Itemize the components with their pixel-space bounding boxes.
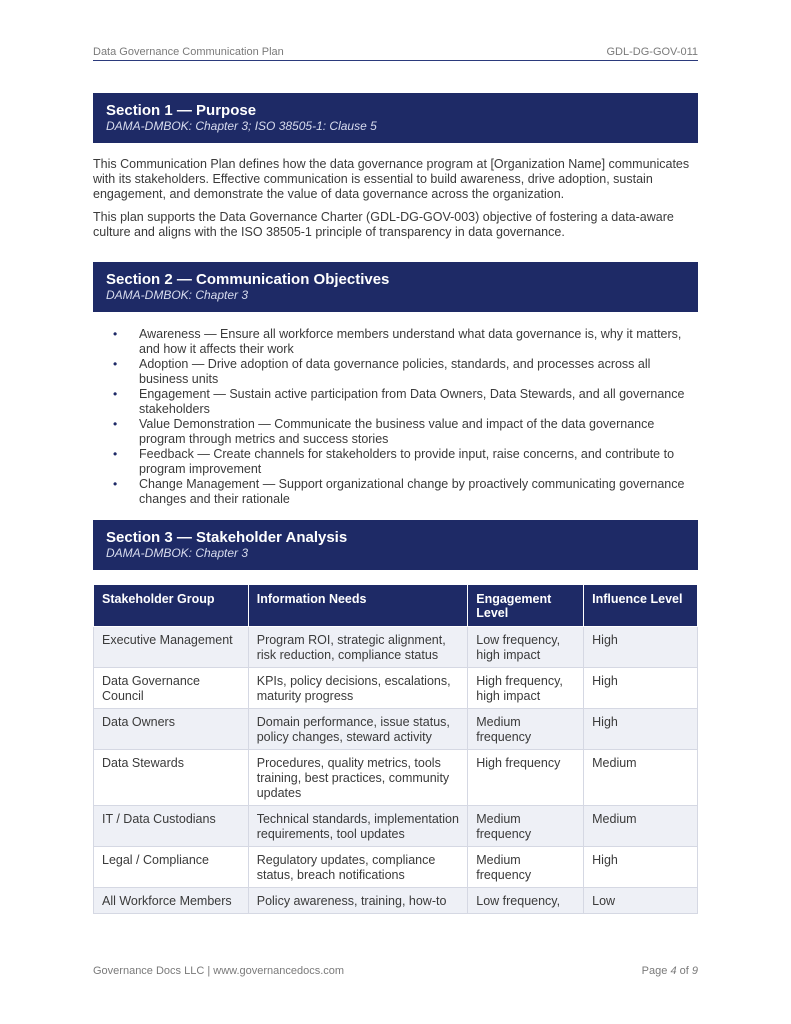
section-reference: DAMA-DMBOK: Chapter 3 xyxy=(106,546,249,560)
stakeholder-table xyxy=(93,584,698,914)
table-cell: Medium frequency xyxy=(468,709,584,750)
table-cell: Low frequency, high impact xyxy=(468,627,584,668)
table-cell: Domain performance, issue status, policy changes, steward activity xyxy=(248,709,468,750)
column-header: Influence Level xyxy=(584,585,698,627)
table-header-row xyxy=(94,585,698,627)
page-number: Page 4 of 9 xyxy=(641,965,698,977)
table-cell: Medium xyxy=(584,750,698,806)
column-header: Engagement Level xyxy=(468,585,584,627)
table-cell: Policy awareness, training, how-to xyxy=(248,888,468,914)
table-cell: High xyxy=(584,847,698,888)
table-row xyxy=(94,709,698,750)
list-item: • Awareness — Ensure all workforce members understand what data governance is, why it matters, and how it affects their work xyxy=(113,327,682,356)
table-row xyxy=(94,750,698,806)
table-cell: All Workforce Members xyxy=(94,888,249,914)
table-cell: IT / Data Custodians xyxy=(94,806,249,847)
table-cell: Executive Management xyxy=(94,627,249,668)
header-doc-title: Data Governance Communication Plan xyxy=(93,46,284,58)
table-cell: Medium frequency xyxy=(468,847,584,888)
table-cell: Technical standards, implementation requirements, tool updates xyxy=(248,806,468,847)
table-cell: Medium xyxy=(584,806,698,847)
list-item: • Change Management — Support organizational change by proactively communicating governance changes and their rationale xyxy=(113,477,685,506)
section-3-heading xyxy=(93,520,698,570)
bullet-icon: • xyxy=(113,447,118,461)
table-cell: Data Owners xyxy=(94,709,249,750)
section-2-heading xyxy=(93,262,698,312)
footer-company: Governance Docs LLC | www.governancedocs.com xyxy=(93,965,345,977)
page-header xyxy=(93,44,698,61)
section-title: Section 1 — Purpose xyxy=(106,102,257,119)
page-current: 4 xyxy=(670,965,677,977)
table-cell: Medium frequency xyxy=(468,806,584,847)
bullet-icon: • xyxy=(113,477,118,491)
section-1-heading xyxy=(93,93,698,143)
column-header: Information Needs xyxy=(248,585,468,627)
table-cell: Low frequency, xyxy=(468,888,584,914)
section-title: Section 2 — Communication Objectives xyxy=(106,271,390,288)
table-row xyxy=(94,888,698,914)
section-reference: DAMA-DMBOK: Chapter 3; ISO 38505-1: Clause 5 xyxy=(106,119,377,133)
table-cell: Low xyxy=(584,888,698,914)
section-title: Section 3 — Stakeholder Analysis xyxy=(106,529,348,546)
table-row xyxy=(94,627,698,668)
purpose-paragraph-1: This Communication Plan defines how the data governance program at [Organization Name] communicates with its stakeholders. Effective communication is essential to build awareness, drive adoption, sustain engagement, and demonstrate the value of data governance across the organization. xyxy=(93,157,690,201)
page-total: 9 xyxy=(691,965,698,977)
table-cell: Legal / Compliance xyxy=(94,847,249,888)
purpose-paragraph-2: This plan supports the Data Governance Charter (GDL-DG-GOV-003) objective of fostering a data-aware culture and aligns with the ISO 38505-1 principle of transparency in data governance. xyxy=(93,210,674,239)
section-reference: DAMA-DMBOK: Chapter 3 xyxy=(106,288,249,302)
table-cell: High xyxy=(584,627,698,668)
table-cell: Regulatory updates, compliance status, breach notifications xyxy=(248,847,468,888)
list-item: • Feedback — Create channels for stakeholders to provide input, raise concerns, and contribute to program improvement xyxy=(113,447,675,476)
column-header: Stakeholder Group xyxy=(94,585,249,627)
table-row xyxy=(94,847,698,888)
table-cell: KPIs, policy decisions, escalations, maturity progress xyxy=(248,668,468,709)
list-item: • Engagement — Sustain active participation from Data Owners, Data Stewards, and all governance stakeholders xyxy=(113,387,685,416)
header-doc-id: GDL-DG-GOV-011 xyxy=(606,46,698,58)
table-cell: Program ROI, strategic alignment, risk reduction, compliance status xyxy=(248,627,468,668)
bullet-icon: • xyxy=(113,357,118,371)
table-cell: Data Governance Council xyxy=(94,668,249,709)
table-cell: High frequency xyxy=(468,750,584,806)
objectives-list xyxy=(113,327,698,507)
table-cell: High xyxy=(584,668,698,709)
list-item: • Adoption — Drive adoption of data governance policies, standards, and processes across all business units xyxy=(113,357,651,386)
table-cell: Data Stewards xyxy=(94,750,249,806)
table-row xyxy=(94,668,698,709)
list-item: • Value Demonstration — Communicate the business value and impact of the data governance program through metrics and success stories xyxy=(113,417,655,446)
bullet-icon: • xyxy=(113,387,118,401)
bullet-icon: • xyxy=(113,417,118,431)
table-row xyxy=(94,806,698,847)
table-cell: Procedures, quality metrics, tools training, best practices, community updates xyxy=(248,750,468,806)
table-cell: High xyxy=(584,709,698,750)
table-cell: High frequency, high impact xyxy=(468,668,584,709)
bullet-icon: • xyxy=(113,327,118,341)
